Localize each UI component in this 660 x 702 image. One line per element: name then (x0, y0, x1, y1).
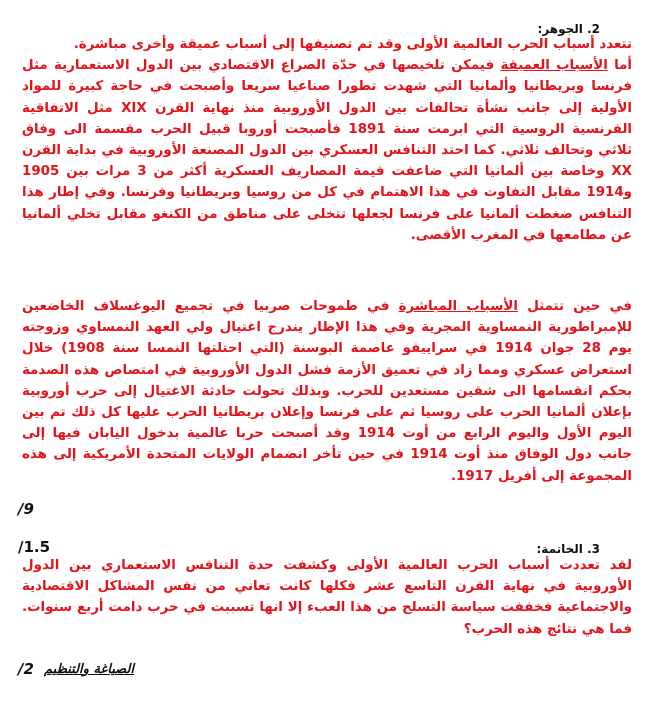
conclusion-grade: /1.5 (18, 538, 51, 556)
conclusion-paragraph: لقد تعددت أسباب الحرب العالمية الأولى وكشفت حدة التنافس الاستعماري بين الدول الأوروبية في نهاية القرن التاسع عشر فكلها كانت تعاني من نفس المشاكل الاقتصادية والاجتماعية فخففت سياسة التسلح من هذا العبء إلا انها تسببت في حرب دامت أربع سنوات. فما هي نتائج هذه الحرب؟ (22, 558, 632, 637)
direct-causes-lead: في حين تتمثل (517, 299, 632, 314)
core-body (22, 34, 632, 246)
deep-causes-lead: أما (607, 58, 632, 74)
deep-causes-paragraph (22, 55, 632, 246)
direct-causes-text: في طموحات صربيا في تجميع اليوغسلاف الخاضعين للإمبراطورية النمساوية المجرية وفي هذا الإطار يندرج اغتيال ولي العهد النمساوي وزوجته يوم 28 جوان 1914 في سراييفو عاصمة البوسنة (التي احتلتها النمسا سنة 1908) خلال استعراض عسكري ومما زاد في تعميق الأزمة فشل الدول الأوروبية في امتصاص هذه الصدمة بحكم انقسامها الى شقين مستعدين للحرب. وبذلك تحولت حادثة الاغتيال إلى حرب أوروبية بإعلان ألمانيا الحرب على روسيا ثم على فرنسا وإعلان بريطانيا الحرب عليها كل ذلك تم بين اليوم الأول واليوم الرابع من أوت 1914 وقد أصبحت حربا عالمية بدخول اليابان فيها إلى جانب دول الوفاق منذ أوت 1914 في حين تأخر انضمام الولايات المتحدة الأمريكية إلى هذه المجموعة إلى أفريل 1917. (22, 299, 633, 484)
core-grade: /9 (18, 500, 34, 518)
direct-causes-paragraph (22, 296, 632, 487)
conclusion-body (22, 555, 632, 640)
deep-causes-term: الأسباب العميقة (500, 58, 608, 74)
form-grade: /2 (18, 660, 34, 678)
form-label: الصياغة والتنظيم (44, 662, 134, 677)
section-core-heading: 2. الجوهر: (537, 22, 600, 36)
section-conclusion-heading: 3. الخاتمة: (536, 542, 600, 556)
direct-causes-term: الأسباب المباشرة (398, 299, 518, 314)
core-intro-paragraph: تتعدد أسباب الحرب العالمية الأولى وقد تم تصنيفها إلى أسباب عميقة وأخرى مباشرة. (73, 37, 632, 52)
direct-causes-block (22, 296, 632, 487)
deep-causes-text: فيمكن تلخيصها في حدّة الصراع الاقتصادي بين الدول الاستعمارية مثل فرنسا وبريطانيا وألمانيا التي شهدت تطورا صناعيا سريعا وأصبحت في حاجة كبيرة للمواد الأولية إلى جانب نشأة تحالفات بين الدول الأوروبية منذ نهاية القرن XIX مثل الاتفاقية الفرنسية الروسية التي ابرمت سنة 1891 فأصبحت أوروبا قبيل الحرب مقسمة الى وفاق ثلاثي وتحالف ثلاثي. كما احتد التنافس العسكري بين الدول المصنعة الأوروبية في بداية القرن XX وخاصة بين ألمانيا التي ضاعفت قيمة المصاريف العسكرية أكثر من 3 مرات بين 1905 و1914 مقابل التفاوت في هذا الاهتمام في كل من روسيا وبريطانيا وفرنسا. وفي إطار هذا التنافس ضغطت ألمانيا على فرنسا لجعلها تتخلى على مناطق من الكنغو مقابل تخلي ألمانيا عن مطامعها في المغرب الأقصى. (22, 58, 632, 243)
